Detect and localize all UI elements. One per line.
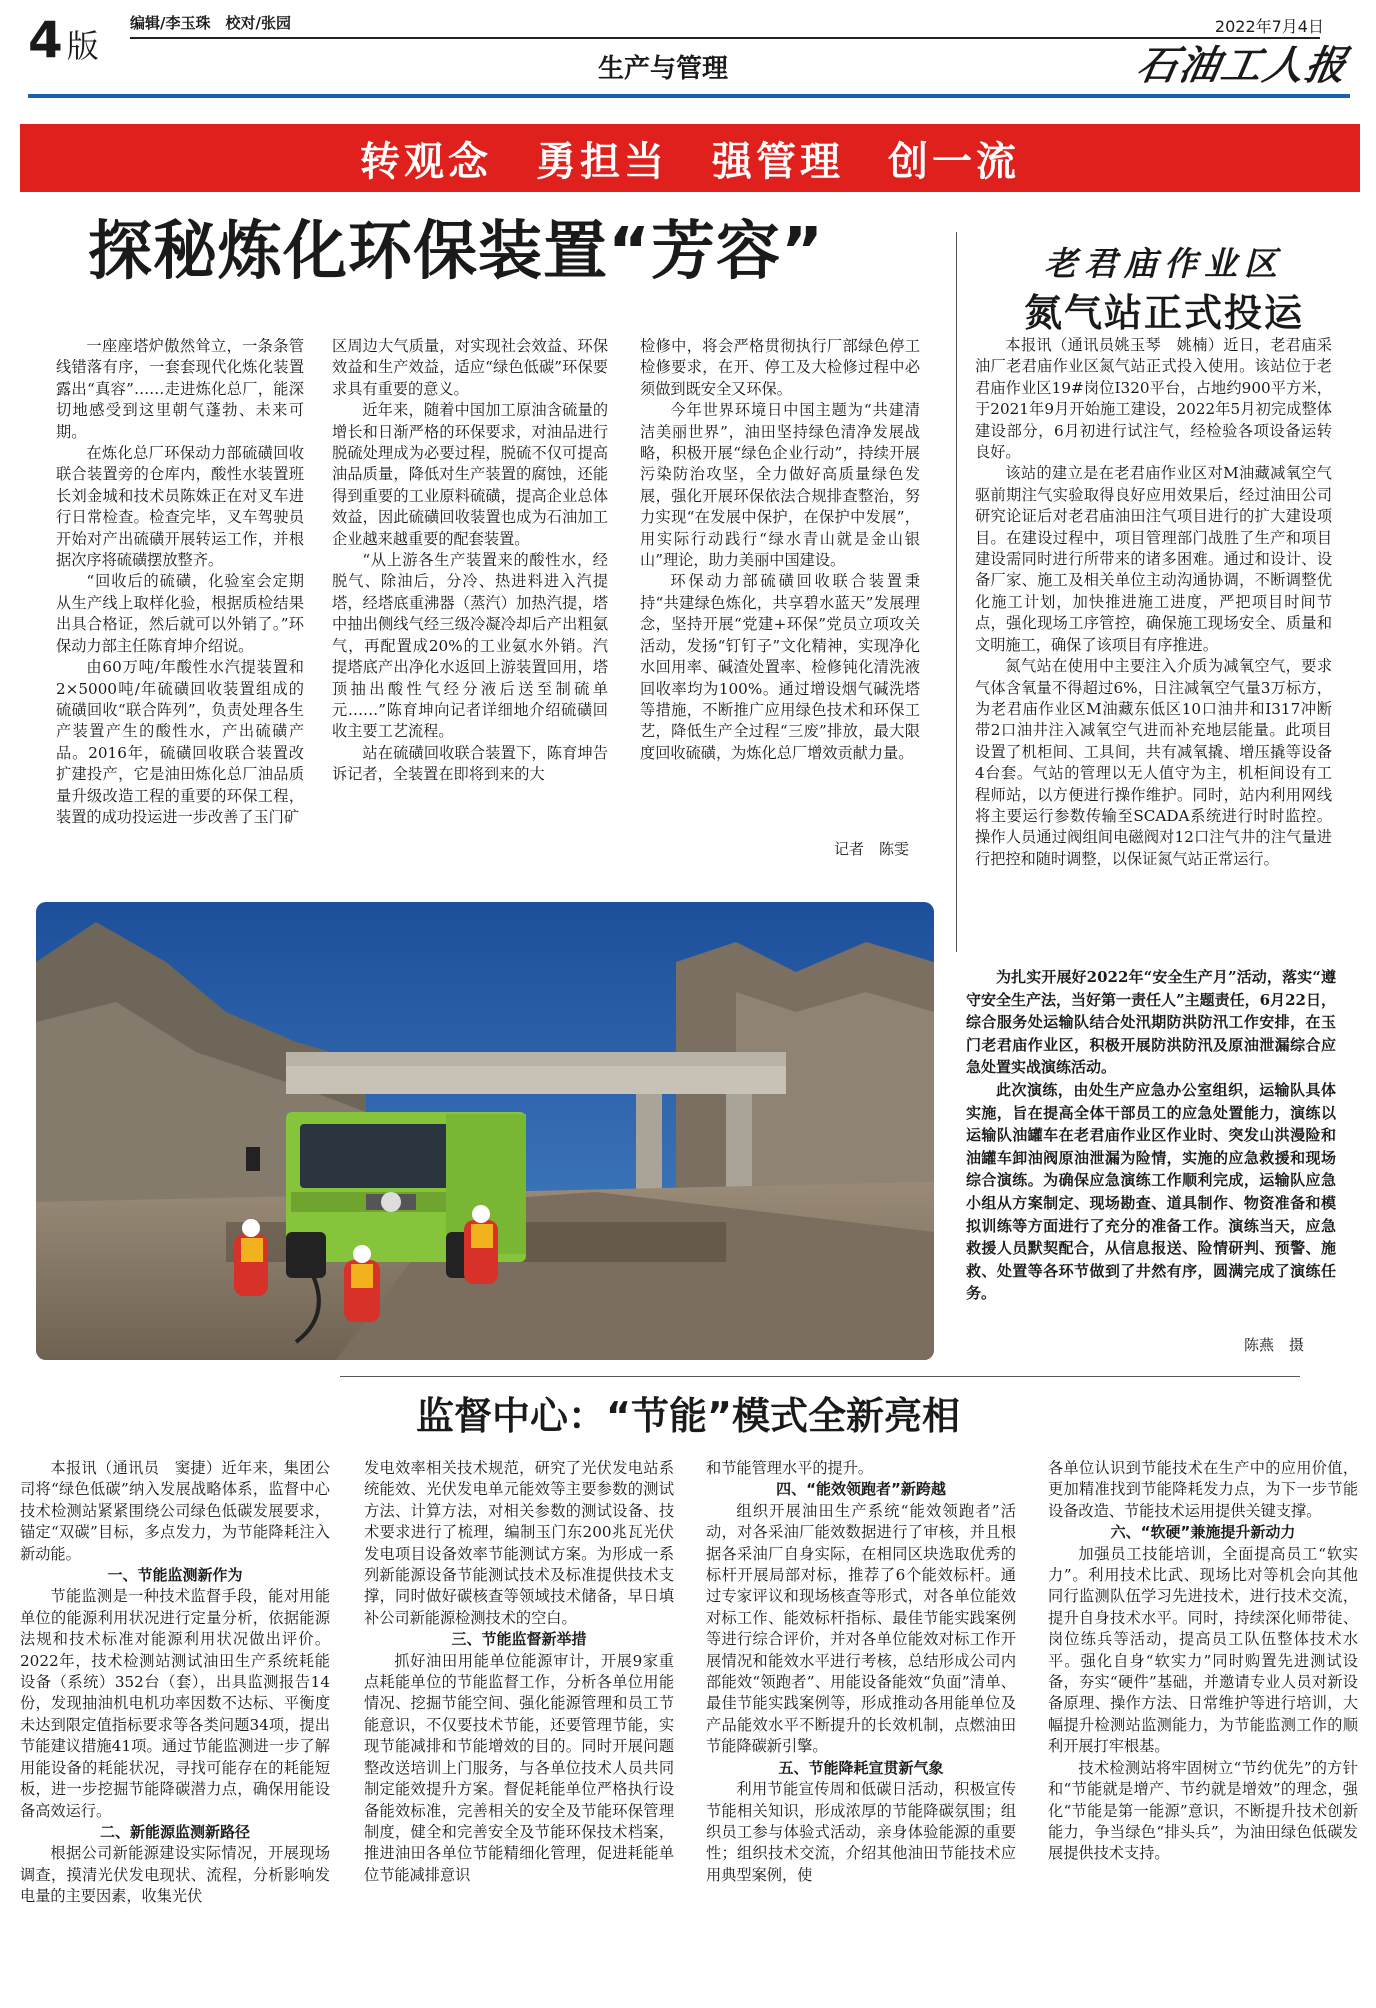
section-heading: 二、新能源监测新路径 <box>99 1822 250 1841</box>
paragraph: 各单位认识到节能技术在生产中的应用价值，更加精准找到节能降耗发力点，为下一步节能设备改造、节能技术运用提供关键支撑。 <box>1048 1459 1358 1520</box>
article1-col1 <box>56 336 304 862</box>
paragraph: “从上游各生产装置来的酸性水，经脱气、除油后，分冷、热进料进入汽提塔，经塔底重沸器（蒸汽）加热汽提，塔中抽出侧线气经三级冷凝冷却后产出粗氨气，再配置成20%的工业氨水外销。汽提塔底产出净化水返回上游装置回用，塔顶抽出酸性气经分液后送至制硫单元……”陈育坤向记者详细地介绍硫磺回收主要工艺流程。 <box>332 551 608 741</box>
page-number: 4 版 <box>28 11 99 69</box>
news-photo <box>36 902 934 1360</box>
paragraph: 技术检测站将牢固树立“节约优先”的方针和“节能就是增产、节约就是增效”的理念，强化“节能是第一能源”意识，不断提升技术创新能力，争当绿色“排头兵”，为油田绿色低碳发展提供技术支持。 <box>1048 1758 1358 1863</box>
photo-caption <box>966 966 1336 1336</box>
article3-title: 监督中心：“节能”模式全新亮相 <box>416 1394 960 1438</box>
paragraph: 站在硫磺回收联合装置下，陈育坤告诉记者，全装置在即将到来的大 <box>332 743 608 784</box>
article2-body <box>975 335 1332 940</box>
editor-line: 编辑/李玉珠 校对/张园 <box>130 14 291 32</box>
paragraph: “回收后的硫磺，化验室会定期从生产线上取样化验，根据质检结果出具合格证，然后就可以外销了。”环保动力部主任陈育坤介绍说。 <box>56 572 304 655</box>
section-heading: 三、节能监督新举措 <box>451 1630 587 1649</box>
paragraph: 一座座塔炉傲然耸立，一条条管线错落有序，一套套现代化炼化装置露出“真容”……走进炼化总厂，能深切地感受到这里朝气蓬勃、未来可期。 <box>56 337 304 441</box>
section-title: 生产与管理 <box>598 54 729 84</box>
article2-title-main: 氮气站正式投运 <box>1024 291 1305 335</box>
masthead <box>0 0 1376 118</box>
photo-scene <box>36 902 934 1360</box>
paragraph: 今年世界环境日中国主题为“共建清洁美丽世界”，油田坚持绿色清净发展战略，积极开展“绿色企业行动”，持续开展污染防治攻坚，全力做好高质量绿色发展，强化开展环保依法合规排查整治，努力实现“在发展中保护，在保护中发展”，用实际行动践行“绿水青山就是金山银山”理论，助力美丽中国建设。 <box>640 401 920 570</box>
paragraph: 近年来，随着中国加工原油含硫量的增长和日渐严格的环保要求，对油品进行脱硫处理成为必要过程，脱硫不仅可提高油品质量，降低对生产装置的腐蚀，还能得到重要的工业原料硫磺，提高企业总体效益，因此硫磺回收装置也成为石油加工企业越来越重要的配套装置。 <box>332 401 608 548</box>
slogan-text: 转观念 勇担当 强管理 创一流 <box>360 138 1020 185</box>
paragraph: 抓好油田用能单位能源审计，开展9家重点耗能单位的节能监督工作，分析各单位用能情况、挖掘节能空间、强化能源管理和员工节能意识，不仅要技术节能，还要管理节能，实现节能减排和节能增效的目的。同时开展问题整改送培训上门服务，与各单位技术人员共同制定能效提升方案。督促耗能单位严格执行设备能效标准，完善相关的安全及节能环保管理制度，健全和完善安全及节能环保技术档案，推进油田各单位节能精细化管理，促进耗能单位节能减排意识 <box>364 1651 674 1884</box>
article3-col2 <box>364 1458 674 1998</box>
article3-col4 <box>1048 1458 1358 1998</box>
paragraph: 环保动力部硫磺回收联合装置秉持“共建绿色炼化，共享碧水蓝天”发展理念，坚持开展“党建+环保”党员立项攻关活动，发扬“钉钉子”文化精神，实现净化水回用率、碱渣处置率、检修钝化清洗液回收率均为100%。通过增设烟气碱洗塔等措施，不断推广应用绿色技术和环保工艺，降低生产全过程“三废”排放，最大限度回收硫磺，为炼化总厂增效贡献力量。 <box>640 572 920 762</box>
paragraph: 根据公司新能源建设实际情况，开展现场调查，摸清光伏发电现状、流程，分析影响发电量的主要因素，收集光伏 <box>20 1844 330 1906</box>
article1-title: 探秘炼化环保装置“芳容” <box>88 215 825 289</box>
slogan-banner <box>20 124 1360 192</box>
column-divider <box>956 232 957 952</box>
article3-col3 <box>706 1458 1016 1998</box>
section-heading: 六、“软硬”兼施提升新动力 <box>1110 1523 1296 1542</box>
article1-byline: 记者 陈雯 <box>834 840 910 858</box>
paragraph: 氮气站在使用中主要注入介质为减氧空气，要求气体含氧量不得超过6%，日注减氧空气量3万标方，为老君庙作业区M油藏东低区10口油井和I317冲断带2口油井注入减氧空气进而补充地层能量。此项目设置了机柜间、工具间，共有减氧撬、增压撬等设备4台套。气站的管理以无人值守为主，机柜间设有工程师站，以方便进行操作维护。同时，站内利用网线将主要运行参数传输至SCADA系统进行时时监控。操作人员通过阀组间电磁阀对12口注气井的注气量进行把控和随时调整，以保证氮气站正常运行。 <box>975 657 1332 868</box>
paragraph: 本报讯（通讯员 窦捷）近年来，集团公司将“绿色低碳”纳入发展战略体系，监督中心技术检测站紧紧围绕公司绿色低碳发展要求，锚定“双碳”目标，多点发力，为节能降耗注入新动能。 <box>20 1459 330 1563</box>
article3-top-rule <box>340 1376 1300 1377</box>
paragraph: 在炼化总厂环保动力部硫磺回收联合装置旁的仓库内，酸性水装置班长刘金城和技术员陈姝正在对叉车进行日常检查。检查完毕，叉车驾驶员开始对产出硫磺开展转运工作，并根据次序将硫磺摆放整齐。 <box>56 444 304 570</box>
article3-col1 <box>20 1458 330 1998</box>
paragraph: 节能监测是一种技术监督手段，能对用能单位的能源利用状况进行定量分析，依据能源法规和技术标准对能源利用状况做出评价。2022年，技术检测站测试油田生产系统耗能设备（系统）352台（套），出具监测报告14份，发现抽油机电机功率因数不达标、平衡度未达到限定值指标要求等各类问题34项，提出节能建议措施41项。通过节能监测进一步了解用能设备的耗能状况，寻找可能存在的耗能短板，进一步挖掘节能降碳潜力点，确保用能设备高效运行。 <box>20 1587 330 1820</box>
paragraph: 该站的建立是在老君庙作业区对M油藏减氧空气驱前期注气实验取得良好应用效果后，经过油田公司研究论证后对老君庙油田注气项目进行的扩大建设项目。在建设过程中，项目管理部门战胜了生产和项目建设需同时进行所带来的诸多困难。通过和设计、设备厂家、施工及相关单位主动沟通协调，不断调整优化施工计划，加快推进施工进度，严把项目时间节点，强化现场工序管控，确保施工现场安全、质量和文明施工，确保了该项目有序推进。 <box>975 464 1332 654</box>
section-heading: 一、节能监测新作为 <box>107 1566 243 1585</box>
paragraph: 利用节能宣传周和低碳日活动，积极宣传节能相关知识，形成浓厚的节能降碳氛围；组织员工参与体验式活动，亲身体验能源的重要性；组织技术交流，介绍其他油田节能技术应用典型案例，使 <box>706 1780 1016 1884</box>
article1-col3 <box>640 336 920 862</box>
date: 2022年7月4日 <box>1214 17 1324 36</box>
article2-title-top: 老君庙作业区 <box>1044 244 1284 283</box>
section-heading: 五、节能降耗宣贯新气象 <box>778 1758 944 1777</box>
paragraph: 为扎实开展好2022年“安全生产月”活动，落实“遵守安全生产法，当好第一责任人”主题责任，6月22日，综合服务处运输队结合处汛期防洪防汛工作安排，在玉门老君庙作业区，积极开展防洪防汛及原油泄漏综合应急处置实战演练活动。 <box>966 968 1336 1077</box>
paragraph: 发电效率相关技术规范，研究了光伏发电站系统能效、光伏发电单元能效等主要参数的测试方法、计算方法，对相关参数的测试设备、技术要求进行了梳理，编制玉门东200兆瓦光伏发电项目设备效率节能测试方案。为形成一系列新能源设备节能测试技术及标准提供技术支撑，同时做好碳核查等领域技术储备，早日填补公司新能源检测技术的空白。 <box>364 1459 674 1627</box>
paragraph: 由60万吨/年酸性水汽提装置和2×5000吨/年硫磺回收装置组成的硫磺回收“联合阵列”，负责处理各生产装置产生的酸性水，产出硫磺产品。2016年，硫磺回收联合装置改扩建投产，它是油田炼化总厂油品质量升级改造工程的重要的环保工程，装置的成功投运进一步改善了玉门矿 <box>56 658 304 826</box>
paragraph: 本报讯（通讯员姚玉琴 姚楠）近日，老君庙采油厂老君庙作业区氮气站正式投入使用。该站位于老君庙作业区19#岗位I320平台，占地约900平方米，于2021年9月开始施工建设，2022年5月初完成整体建设部分，6月初进行试注气，经检验各项设备运转良好。 <box>975 336 1332 462</box>
article1-col2 <box>332 336 608 862</box>
paper-name-logo: 石油工人报 <box>1133 42 1352 89</box>
masthead-bottom-rule <box>28 94 1350 98</box>
photo-credit: 陈燕 摄 <box>1244 1336 1305 1354</box>
section-heading: 四、“能效领跑者”新跨越 <box>776 1480 946 1499</box>
paragraph: 和节能管理水平的提升。 <box>706 1459 874 1477</box>
page-number-suffix: 版 <box>66 27 99 65</box>
paragraph: 区周边大气质量，对实现社会效益、环保效益和生产效益，适应“绿色低碳”环保要求具有重要的意义。 <box>332 337 608 398</box>
paragraph: 此次演练，由处生产应急办公室组织，运输队具体实施，旨在提高全体干部员工的应急处置能力，演练以运输队油罐车在老君庙作业区作业时、突发山洪漫险和油罐车卸油阀原油泄漏为险情，实施的应急救援和现场综合演练。为确保应急演练工作顺利完成，运输队应急小组从方案制定、现场勘查、道具制作、物资准备和模拟训练等方面进行了充分的准备工作。演练当天，应急救援人员默契配合，从信息报送、险情研判、预警、施救、处置等各环节做到了井然有序，圆满完成了演练任务。 <box>966 1080 1336 1303</box>
paragraph: 检修中，将会严格贯彻执行厂部绿色停工检修要求，在开、停工及大检修过程中必须做到既安全又环保。 <box>640 337 920 398</box>
paragraph: 加强员工技能培训，全面提高员工“软实力”。利用技术比武、现场比对等机会向其他同行监测队伍学习先进技术，进行技术交流，提升自身技术水平。同时，持续深化师带徒、岗位练兵等活动，提高员工队伍整体技术水平。强化自身“软实力”同时购置先进测试设备，夯实“硬件”基础，并邀请专业人员对新设备原理、操作方法、日常维护等进行培训，大幅提升检测站监测能力，为节能监测工作的顺利开展打牢根基。 <box>1048 1544 1358 1756</box>
paragraph: 组织开展油田生产系统“能效领跑者”活动，对各采油厂能效数据进行了审核，并且根据各采油厂自身实际，在相同区块选取优秀的标杆开展局部对标，推荐了6个能效标杆。通过专家评议和现场核查等形式，对各单位能效对标工作、能效标杆指标、最佳节能实践案例等进行综合评价，并对各单位能效对标工作开展情况和能效水平进行考核，总结形成公司内部能效“领跑者”、用能设备能效“负面”清单、最佳节能实践案例等，形成推动各用能单位及产品能效水平不断提升的长效机制，点燃油田节能降碳新引擎。 <box>706 1501 1016 1756</box>
